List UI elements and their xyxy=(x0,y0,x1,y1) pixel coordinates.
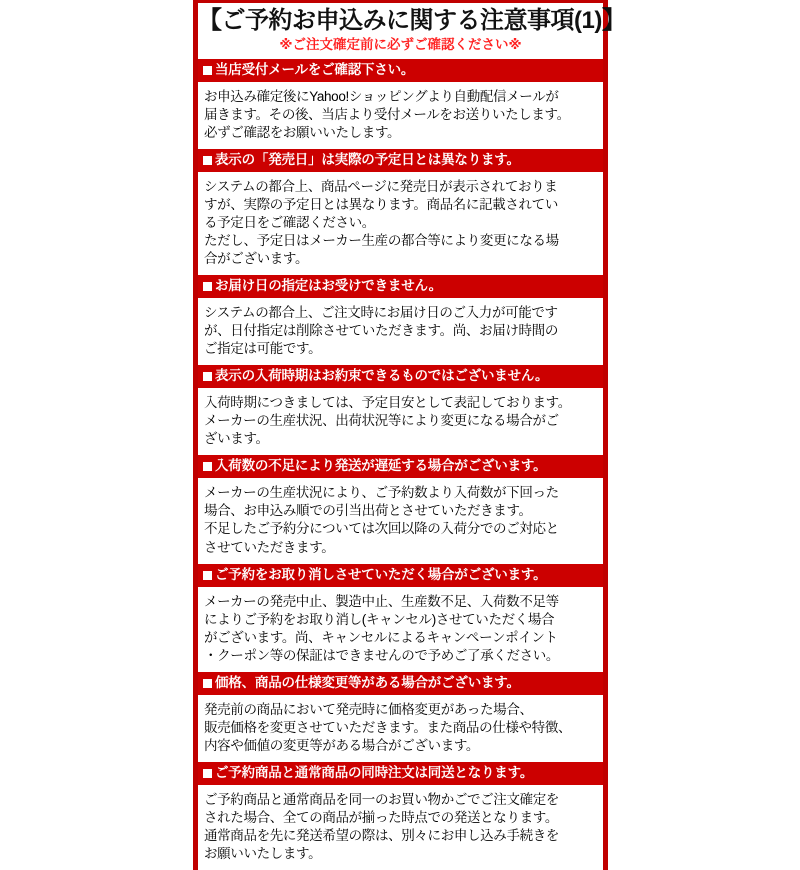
section-header-bar xyxy=(198,762,603,785)
notice-section xyxy=(198,564,603,672)
section-body xyxy=(198,587,603,672)
notice-section xyxy=(198,365,603,455)
section-header-bar xyxy=(198,672,603,695)
section-body xyxy=(198,298,603,365)
section-body xyxy=(198,172,603,275)
section-header-label: 表示の入荷時期はお約束できるものではございません。 xyxy=(215,368,549,384)
section-body-line: お申込み確定後にYahoo!ショッピングより自動配信メールが xyxy=(204,88,559,104)
section-body-line: 合がございます。 xyxy=(204,251,309,267)
section-body-line: が、日付指定は削除させていただきます。尚、お届け時間の xyxy=(204,323,558,339)
section-header-bar xyxy=(198,149,603,172)
section-body-line: がございます。尚、キャンセルによるキャンペーンポイント xyxy=(204,629,558,645)
notice-section xyxy=(198,275,603,365)
section-body-line: 場合、お申込み順での引当出荷とさせていただきます。 xyxy=(204,503,532,519)
section-body-line: システムの都合上、商品ページに発売日が表示されておりま xyxy=(204,178,558,194)
section-header-bar xyxy=(198,455,603,478)
notice-section xyxy=(198,149,603,275)
section-header-bar xyxy=(198,365,603,388)
notice-title-block xyxy=(198,3,626,59)
section-body-line: 発売前の商品において発売時に価格変更があった場合、 xyxy=(204,701,533,717)
section-body-line: によりご予約をお取り消し(キャンセル)させていただく場合 xyxy=(204,611,555,627)
filled-square-bullet-icon xyxy=(203,66,212,75)
section-header-label: ご予約をお取り消しさせていただく場合がございます。 xyxy=(215,566,547,582)
section-body-line: 入荷時期につきましては、予定目安として表記しております。 xyxy=(204,395,571,411)
filled-square-bullet-icon xyxy=(203,156,212,165)
section-header-bar xyxy=(198,59,603,82)
section-body-line: ご指定は可能です。 xyxy=(204,341,322,357)
section-body xyxy=(198,785,603,870)
filled-square-bullet-icon xyxy=(203,679,212,688)
section-body-line: 内容や価値の変更等がある場合がございます。 xyxy=(204,737,480,753)
section-body-line: すが、実際の予定日とは異なります。商品名に記載されてい xyxy=(204,196,558,212)
section-body xyxy=(198,695,603,762)
notice-section xyxy=(198,455,603,563)
section-body-line: された場合、全ての商品が揃った時点での発送となります。 xyxy=(204,809,558,825)
section-body-line: 通常商品を先に発送希望の際は、別々にお申し込み手続きを xyxy=(204,827,560,843)
section-header-bar xyxy=(198,275,603,298)
section-header-bar xyxy=(198,564,603,587)
section-header-label: ご予約商品と通常商品の同時注文は同送となります。 xyxy=(215,764,534,780)
section-body xyxy=(198,478,603,563)
page-subtitle: ※ご注文確定前に必ずご確認ください※ xyxy=(279,37,522,53)
section-body-line: メーカーの生産状況により、ご予約数より入荷数が下回った xyxy=(204,485,559,501)
section-header-label: お届け日の指定はお受けできません。 xyxy=(215,278,442,294)
section-header-label: 入荷数の不足により発送が遅延する場合がございます。 xyxy=(215,458,547,474)
section-body-line: 販売価格を変更させていただきます。また商品の仕様や特徴、 xyxy=(204,719,572,735)
notice-section xyxy=(198,762,603,870)
notice-section xyxy=(198,672,603,762)
section-header-label: 表示の「発売日」は実際の予定日とは異なります。 xyxy=(215,151,520,167)
section-body-line: る予定日をご確認ください。 xyxy=(204,215,375,230)
filled-square-bullet-icon xyxy=(203,282,212,291)
section-body-line: 届きます。その後、当店より受付メールをお送りいたします。 xyxy=(204,106,570,122)
section-body-line: メーカーの発売中止、製造中止、生産数不足、入荷数不足等 xyxy=(204,593,559,609)
filled-square-bullet-icon xyxy=(203,769,212,778)
section-body-line: 不足したご予約分については次回以降の入荷分でのご対応と xyxy=(204,521,559,537)
filled-square-bullet-icon xyxy=(203,462,212,471)
section-body xyxy=(198,388,603,455)
section-body xyxy=(198,82,603,149)
page-title: 【ご予約お申込みに関する注意事項(1)】 xyxy=(198,7,626,34)
section-header-label: 価格、商品の仕様変更等がある場合がございます。 xyxy=(215,674,520,690)
filled-square-bullet-icon xyxy=(203,372,212,381)
preorder-notice-panel xyxy=(193,0,626,870)
section-body-line: ざいます。 xyxy=(204,431,269,447)
filled-square-bullet-icon xyxy=(203,571,212,580)
section-body-line: させていただきます。 xyxy=(204,539,335,555)
section-body-line: 必ずご確認をお願いいたします。 xyxy=(204,124,401,140)
notice-section xyxy=(198,59,603,149)
section-header-label: 当店受付メールをご確認下さい。 xyxy=(215,61,415,77)
section-body-line: ご予約商品と通常商品を同一のお買い物かごでご注文確定を xyxy=(204,791,560,807)
section-body-line: お願いいたします。 xyxy=(204,846,322,862)
section-body-line: メーカーの生産状況、出荷状況等により変更になる場合がご xyxy=(204,413,559,429)
notice-sections xyxy=(198,59,603,870)
section-body-line: システムの都合上、ご注文時にお届け日のご入力が可能です xyxy=(204,305,558,321)
section-body-line: ただし、予定日はメーカー生産の都合等により変更になる場 xyxy=(204,233,559,249)
section-body-line: ・クーポン等の保証はできませんので予めご了承ください。 xyxy=(204,647,560,663)
